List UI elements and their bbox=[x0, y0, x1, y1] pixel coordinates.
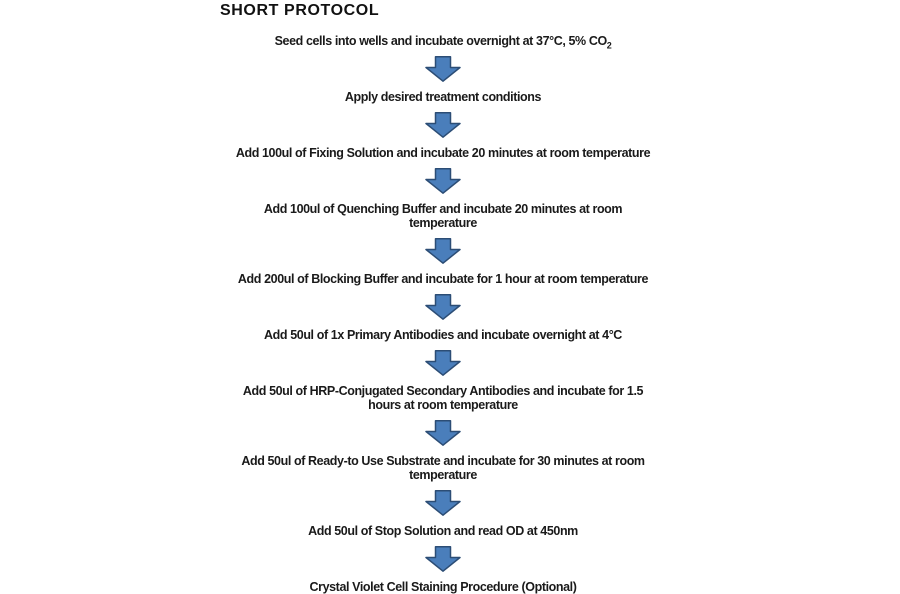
down-arrow-icon bbox=[425, 168, 461, 194]
down-arrow-icon bbox=[425, 294, 461, 320]
step-text: Crystal Violet Cell Staining Procedure (Optional) bbox=[309, 580, 577, 594]
down-arrow-icon bbox=[425, 56, 461, 82]
page-title: SHORT PROTOCOL bbox=[220, 2, 380, 19]
down-arrow-icon bbox=[425, 546, 461, 572]
step-text: Seed cells into wells and incubate overnight at 37°C, 5% $CO_2$ bbox=[274, 34, 612, 51]
down-arrow-icon bbox=[425, 238, 461, 264]
step-text: Add 100ul of Quenching Buffer and incubate 20 minutes at room temperature bbox=[263, 202, 623, 230]
step-text: Add 50ul of Ready-to Use Substrate and incubate for 30 minutes at room temperature bbox=[241, 454, 645, 482]
down-arrow-icon bbox=[425, 112, 461, 138]
down-arrow-icon bbox=[425, 420, 461, 446]
step-text: Add 50ul of 1x Primary Antibodies and incubate overnight at 4°C bbox=[264, 328, 622, 342]
step-text: Add 200ul of Blocking Buffer and incubate for 1 hour at room temperature bbox=[237, 272, 649, 286]
down-arrow-icon bbox=[425, 490, 461, 516]
down-arrow-icon bbox=[425, 350, 461, 376]
protocol-flow bbox=[3, 34, 883, 594]
step-text: Add 50ul of HRP-Conjugated Secondary Antibodies and incubate for 1.5 hours at room temperature bbox=[242, 384, 644, 412]
subscript-text: 2 bbox=[606, 40, 612, 51]
step-text: Add 100ul of Fixing Solution and incubate 20 minutes at room temperature bbox=[235, 146, 651, 160]
step-text: Apply desired treatment conditions bbox=[344, 90, 542, 104]
step-text: Add 50ul of Stop Solution and read OD at 450nm bbox=[308, 524, 578, 538]
